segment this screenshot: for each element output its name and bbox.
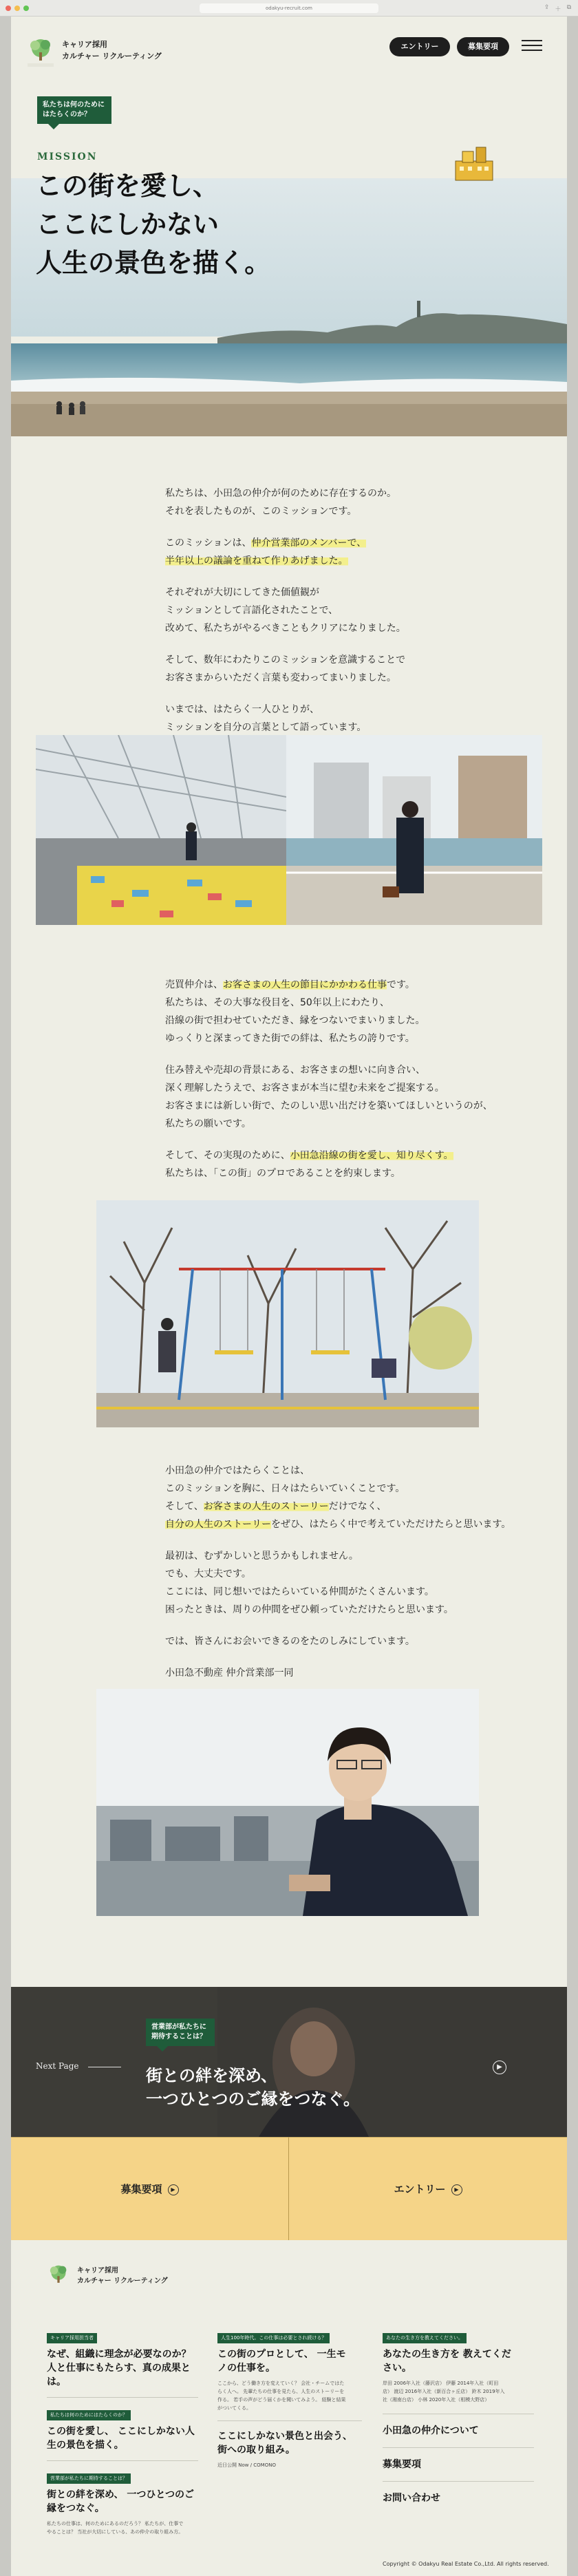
footer-link-block[interactable] xyxy=(217,2329,362,2412)
logo-line2: カルチャー リクルーティング xyxy=(62,52,162,61)
text-line: だけでなく、 xyxy=(328,1501,387,1512)
footer-link-block[interactable] xyxy=(383,2329,534,2404)
footer-badge: 営業部が私たちに期待することは？ xyxy=(47,2473,131,2484)
footer-description: 近日公開 Now / COMONO xyxy=(217,2462,276,2468)
footer-link-about[interactable]: 小田急の仲介について xyxy=(383,2425,479,2436)
footer-link-block[interactable] xyxy=(47,2469,198,2536)
photo-staircase xyxy=(36,735,286,925)
text-line: 小田急の仲介ではたらくことは、 xyxy=(165,1465,310,1476)
highlight-text: 仲介営業部のメンバーで、 xyxy=(251,537,367,549)
next-page-section[interactable] xyxy=(11,1987,567,2137)
next-page-title-line1: 街との絆を深め、 xyxy=(146,2066,278,2085)
footer-link-contact[interactable]: お問い合わせ xyxy=(383,2493,440,2504)
browser-actions xyxy=(544,4,571,13)
text-line: 私たちは、「この街」のプロであることを約束します。 xyxy=(165,1168,400,1179)
next-page-title[interactable] xyxy=(146,2064,360,2111)
footer-badge: 私たちは何のためにはたらくのか？ xyxy=(47,2410,131,2420)
intro-line: ミッションを自分の言葉として語っています。 xyxy=(165,722,367,733)
text-line: 私たちは、その大事な役目を、50年以上にわたり、 xyxy=(165,997,389,1008)
copyright-text: Copyright © Odakyu Real Estate Co.,Ltd. All rights reserved. xyxy=(383,2561,549,2567)
browser-chrome xyxy=(0,0,578,17)
share-icon[interactable]: ⇪ xyxy=(544,4,550,11)
text-line: 深く理解したうえで、お客さまが本当に望む未来をご提案する。 xyxy=(165,1083,445,1094)
next-page-photo xyxy=(217,1987,567,2137)
hero-title-line3: 人生の景色を描く。 xyxy=(36,248,271,278)
hero-title-line1: この街を愛し、 xyxy=(36,171,220,201)
intro-line: それを表したものが、このミッションです。 xyxy=(165,506,357,517)
entry-cta-label: エントリー xyxy=(394,2183,446,2195)
highlight-text: お客さまの人生の節目にかかわる仕事 xyxy=(223,979,387,990)
text-line: 私たちの願いです。 xyxy=(165,1118,251,1129)
hero-title xyxy=(36,167,270,282)
close-window-icon[interactable] xyxy=(6,6,11,11)
jobs-cta-label: 募集要項 xyxy=(120,2183,162,2195)
entry-cta[interactable] xyxy=(289,2137,567,2240)
footer-link-block[interactable] xyxy=(47,2406,198,2452)
intro-line: 私たちは、小田急の仲介が何のために存在するのか。 xyxy=(165,488,396,499)
text-line: です。 xyxy=(387,979,415,990)
closing-text xyxy=(165,1462,511,1682)
text-line: 最初は、むずかしいと思うかもしれません。 xyxy=(165,1551,358,1562)
photo-employee xyxy=(96,1689,479,1916)
next-page-label: Next Page xyxy=(36,2061,79,2071)
tree-logo-icon[interactable] xyxy=(26,37,55,69)
text-line: 困ったときは、周りの仲間をぜひ頼っていただけたらと思います。 xyxy=(165,1604,453,1615)
text-line: このミッションを胸に、日々はたらいていくことです。 xyxy=(165,1483,405,1494)
footer-logo-line2: カルチャー リクルーティング xyxy=(77,2277,168,2285)
site-logo[interactable] xyxy=(62,39,162,62)
highlight-text: 小田急沿線の街を愛し、知り尽くす。 xyxy=(290,1150,453,1161)
text-line: 沿線の街で担わせていただき、縁をつないでまいりました。 xyxy=(165,1015,425,1026)
gold-building-icon xyxy=(451,145,497,183)
footer-col-1 xyxy=(47,2329,198,2536)
footer-link-title: この街のプロとして、 一生モノの仕事を。 xyxy=(217,2349,346,2374)
window-controls xyxy=(6,6,29,11)
footer-logo-line1: キャリア採用 xyxy=(77,2267,118,2275)
jobs-button[interactable]: 募集要項 xyxy=(457,37,509,56)
footer-link-block[interactable] xyxy=(47,2329,198,2389)
footer-link-jobs[interactable]: 募集要項 xyxy=(383,2459,421,2470)
footer-col-2 xyxy=(217,2329,362,2469)
footer-badge: 人生100年時代。この仕事は必要とされ続ける？ xyxy=(217,2333,330,2343)
text-line: 売買仲介は、 xyxy=(165,979,223,990)
text-line: では、皆さんにお会いできるのをたのしみにしています。 xyxy=(165,1636,415,1647)
footer-link-title: ここにしかない景色と出会う、 街への取り組み。 xyxy=(217,2431,352,2456)
intro-line: お客さまからいただく言葉も変わってまいりました。 xyxy=(165,672,396,683)
intro-text xyxy=(165,485,406,736)
next-page-title-line2: 一つひとつのご縁をつなぐ。 xyxy=(146,2089,361,2109)
arrow-right-icon: ▶ xyxy=(451,2184,462,2195)
footer-badge: キャリア採用担当者 xyxy=(47,2333,97,2343)
hero-title-line2: ここにしかない xyxy=(36,209,220,239)
tree-logo-icon[interactable] xyxy=(47,2263,70,2290)
text-line: 住み替えや売却の背景にある、お客さまの想いに向き合い、 xyxy=(165,1065,425,1076)
footer-link-title: あなたの生き方を 教えてください。 xyxy=(383,2349,511,2374)
text-line: でも、大丈夫です。 xyxy=(165,1568,251,1579)
hamburger-icon[interactable] xyxy=(522,40,542,54)
footer-link-title: 街との絆を深め、 一つひとつのご縁をつなぐ。 xyxy=(47,2489,195,2514)
next-page-badge xyxy=(146,2019,215,2046)
next-page-badge-line2: 期待することは？ xyxy=(151,2033,206,2041)
signature-text: 小田急不動産 仲介営業部一同 xyxy=(165,1668,294,1679)
page xyxy=(11,17,567,2576)
minimize-window-icon[interactable] xyxy=(14,6,20,11)
new-tab-icon[interactable]: ＋ xyxy=(555,6,561,13)
business-text xyxy=(165,976,493,1182)
photo-riverside xyxy=(286,735,542,925)
arrow-right-icon[interactable]: ▶ xyxy=(493,2061,506,2074)
footer-link-block[interactable] xyxy=(217,2429,362,2469)
intro-line: このミッションは、 xyxy=(165,537,252,549)
footer-description: 岸田 2006年入社（藤沢店） 伊藤 2014年入社（町田店） 渡辺 2016年入社（新百合ヶ丘店） 鈴木 2019年入社（湘南台店） 小林 2020年入社（相模大野店） xyxy=(383,2381,505,2403)
jobs-cta[interactable] xyxy=(11,2137,289,2240)
footer-description: ここから、どう働き方を変えていく？ 会社・チームではたらく人へ。 先輩たちの仕事を見たら、人生のストーリーを作る。 若手の声がどう届くかを聞いてみよう。 経験と結果がついてくる。 xyxy=(217,2381,346,2411)
intro-line: それぞれが大切にしてきた価値観が xyxy=(165,587,319,598)
footer-col-3 xyxy=(383,2329,534,2505)
highlight-text: 半年以上の議論を重ねて作りあげました。 xyxy=(165,555,348,566)
text-line: をぜひ、はたらく中で考えていただけたらと思います。 xyxy=(271,1519,511,1530)
footer-badge: あなたの生き方を教えてください。 xyxy=(383,2333,467,2343)
footer-logo[interactable] xyxy=(77,2266,168,2286)
hero-badge-line2: はたらくのか？ xyxy=(43,111,91,118)
text-line: ここには、同じ想いではたらいている仲間がたくさんいます。 xyxy=(165,1586,434,1597)
text-line: お客さまには新しい街で、たのしい思い出だけを築いてほしいというのが、 xyxy=(165,1100,493,1111)
footer-description: 私たちの仕事は、何のためにあるのだろう？ 私たちが、仕事でやることは？ 当社が大切にしている、あの仲介の取り組み方。 xyxy=(47,2521,184,2535)
highlight-text: 自分の人生のストーリー xyxy=(165,1519,271,1530)
intro-line: そして、数年にわたりこのミッションを意識することで xyxy=(165,654,406,666)
text-line: そして、 xyxy=(165,1501,204,1512)
photo-playground xyxy=(96,1200,479,1427)
footer-link-title: なぜ、組織に理念が必要なのか？ 人と仕事にもたらす、真の成果とは。 xyxy=(47,2349,191,2387)
address-bar[interactable]: odakyu-recruit.com xyxy=(200,3,378,13)
hero-badge xyxy=(37,96,111,124)
text-line: そして、その実現のために、 xyxy=(165,1150,290,1161)
intro-line: 改めて、私たちがやるべきこともクリアになりました。 xyxy=(165,623,406,634)
next-page-badge-line1: 営業部が私たちに xyxy=(151,2023,206,2031)
arrow-right-icon: ▶ xyxy=(168,2184,179,2195)
tabs-icon[interactable]: ⧉ xyxy=(566,4,571,11)
logo-line1: キャリア採用 xyxy=(62,40,107,49)
maximize-window-icon[interactable] xyxy=(23,6,29,11)
text-line: ゆっくりと深まってきた街での絆は、私たちの誇りです。 xyxy=(165,1033,415,1044)
intro-line: ミッションとして言語化されたことで、 xyxy=(165,605,339,616)
section-label: MISSION xyxy=(37,151,98,162)
highlight-text: お客さまの人生のストーリー xyxy=(203,1501,329,1512)
hero-badge-line1: 私たちは何のために xyxy=(43,101,105,109)
footer-link-title: この街を愛し、 ここにしかない人生の景色を描く。 xyxy=(47,2426,195,2451)
intro-line: いまでは、はたらく一人ひとりが、 xyxy=(165,704,319,715)
entry-button[interactable]: エントリー xyxy=(389,37,450,56)
